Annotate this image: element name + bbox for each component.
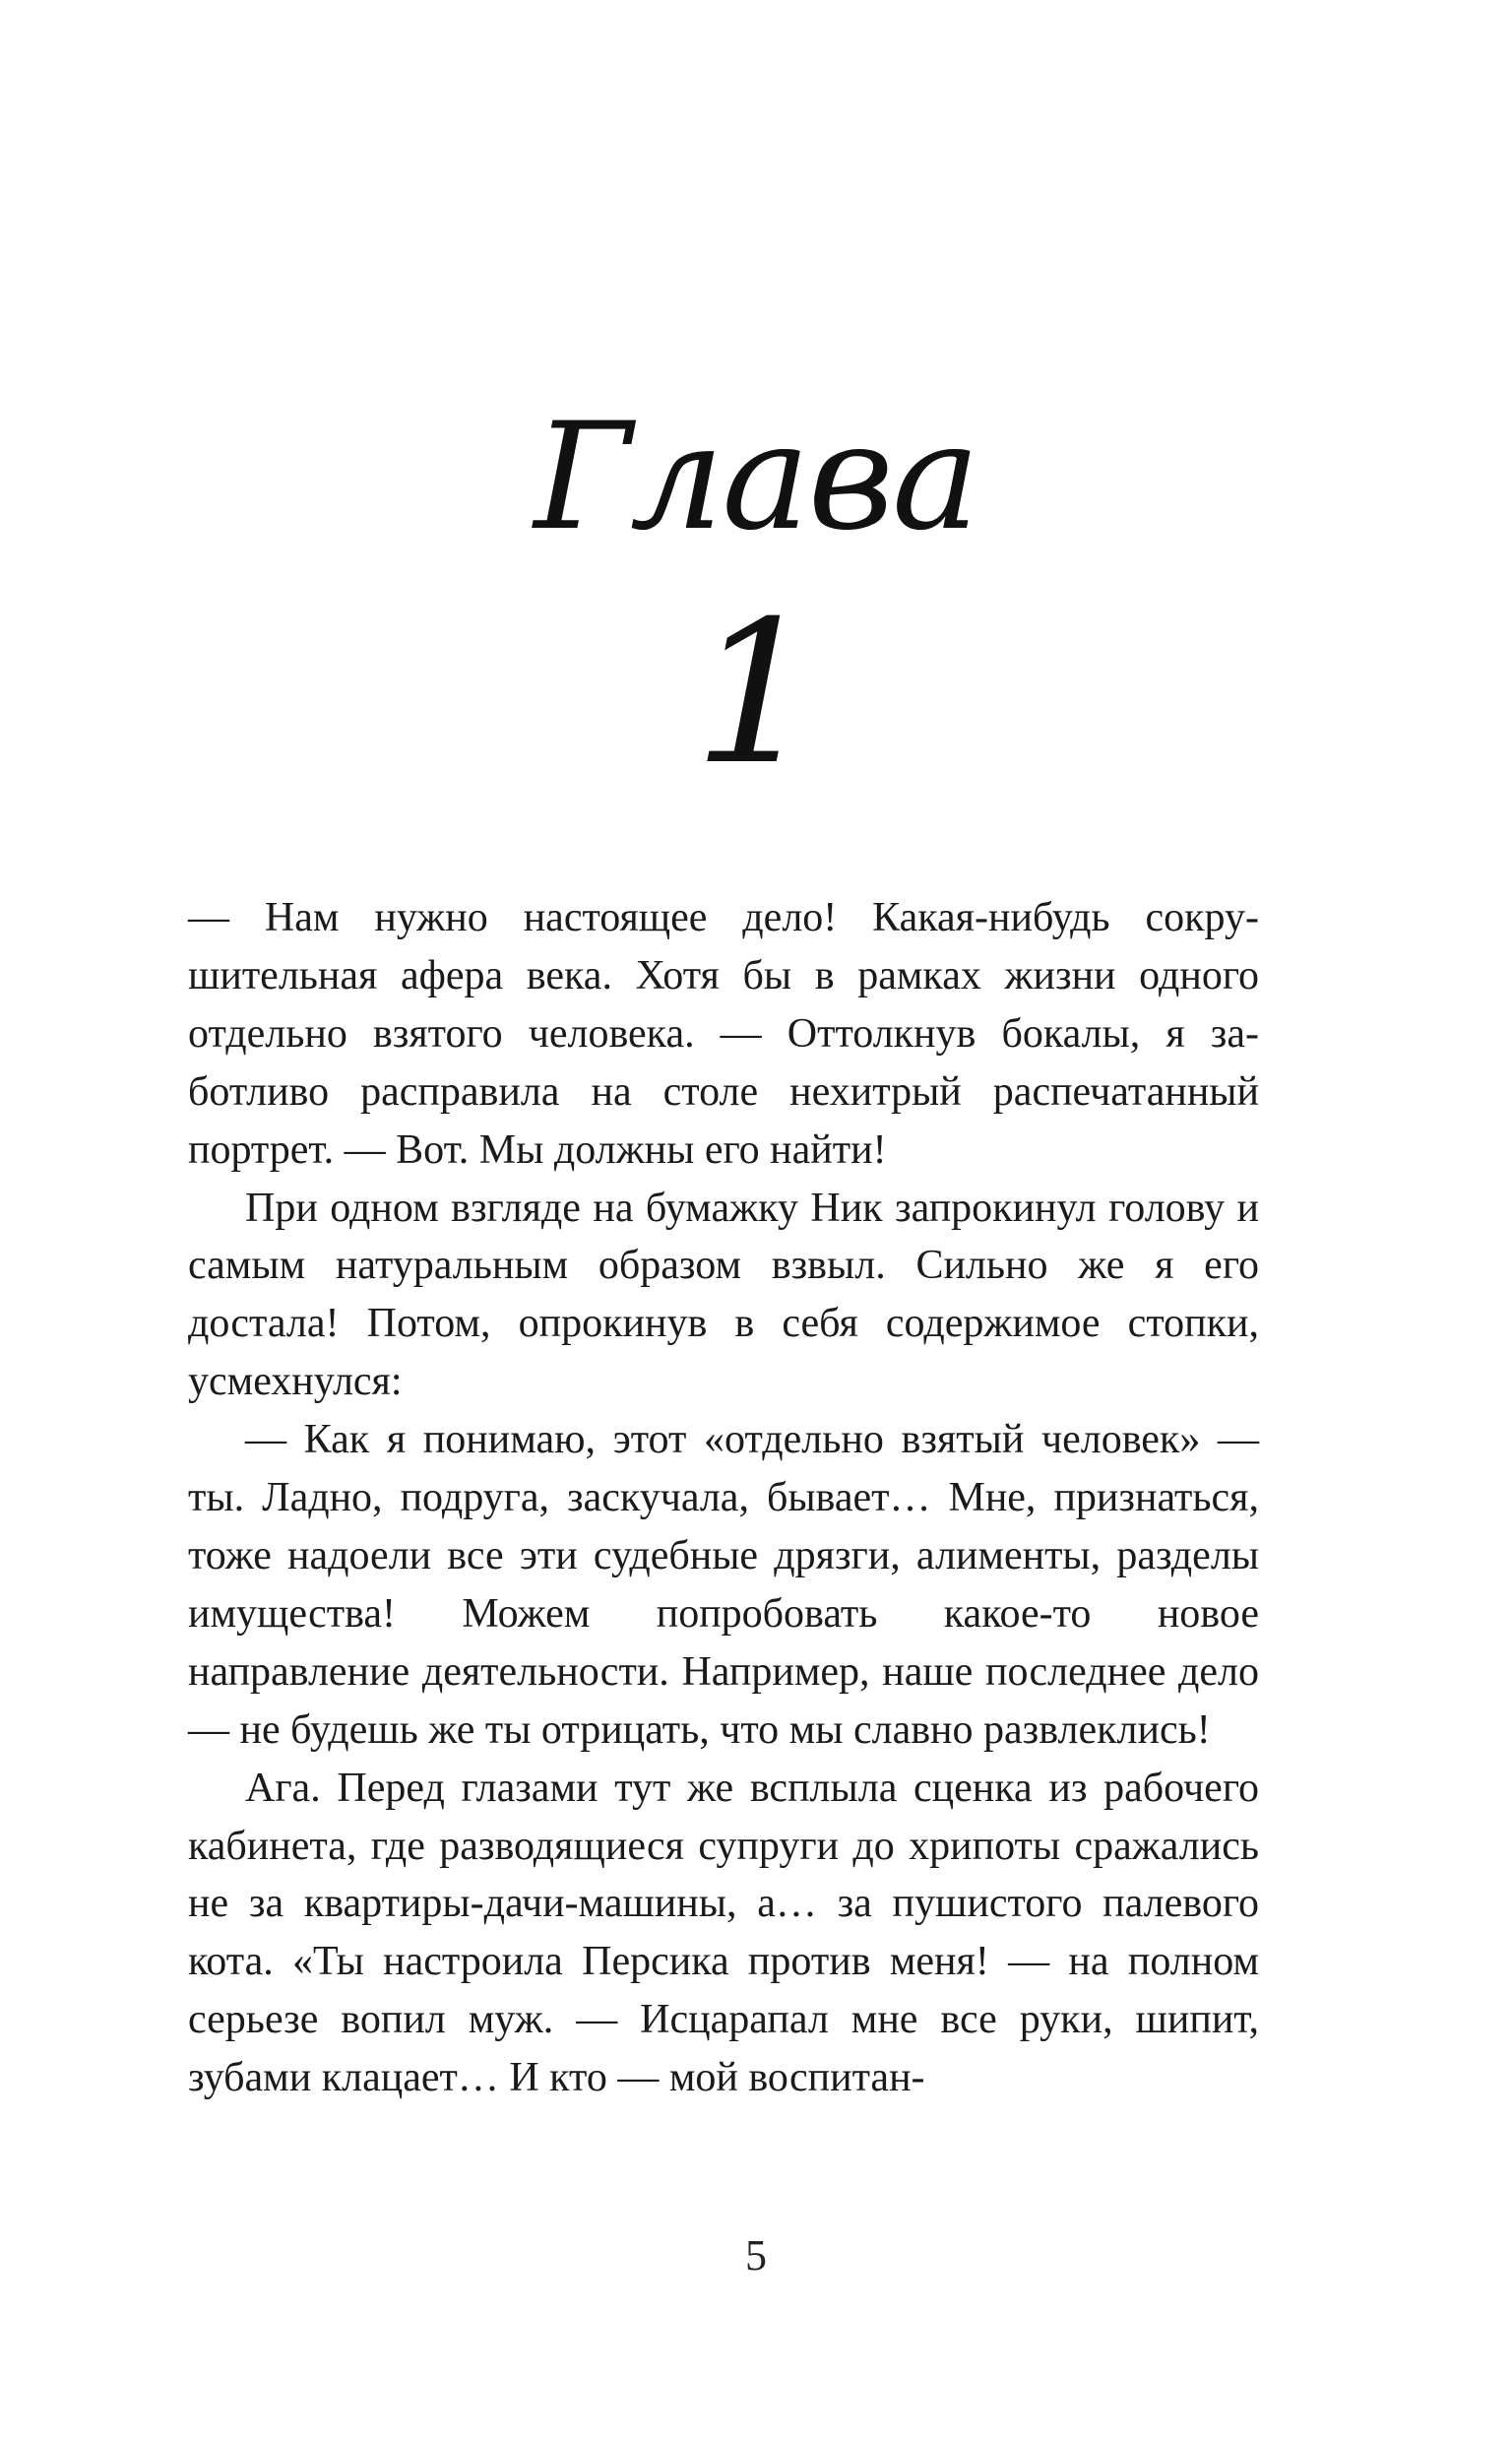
body-text: [188, 889, 1259, 2107]
paragraph: — Нам нужно настоящее дело! Какая-нибудь сокрушительная афера века. Хотя бы в рамках жизни одного отдельно взятого человека. — Оттолкнув бокалы, я заботливо расправила на столе нехитрый распечатанный портрет. — Вот. Мы должны его найти!: [188, 895, 1259, 1173]
paragraph: Ага. Перед глазами тут же всплыла сценка из рабочего кабинета, где разводящиеся супруги до хрипоты сражались не за квартиры-дачи-машины, а… за пушистого палевого кота. «Ты настроила Персика против меня! — на полном серьезе вопил муж. — Исцарапал мне все руки, шипит, зубами клацает… И кто — мой воспитан-: [188, 1765, 1259, 2101]
page-number: 5: [745, 2231, 767, 2280]
paragraph: — Как я понимаю, этот «отдельно взятый человек» — ты. Ладно, подруга, заскучала, бывает… Мне, признаться, тоже надоели все эти судебные дрязги, алименты, разделы имущества! Можем попробовать какое-то новое направление деятельности. Например, наше последнее дело — не будешь же ты отрицать, что мы славно развлеклись!: [188, 1417, 1259, 1753]
chapter-title: Глава: [534, 392, 978, 563]
paragraph: При одном взгляде на бумажку Ник запрокинул голову и самым натуральным образом взвыл. Сильно же я его достала! Потом, опрокинув в себя содержимое стопки, усмехнулся:: [188, 1185, 1259, 1405]
chapter-number: 1: [693, 579, 819, 808]
chapter-heading: [0, 389, 1512, 808]
